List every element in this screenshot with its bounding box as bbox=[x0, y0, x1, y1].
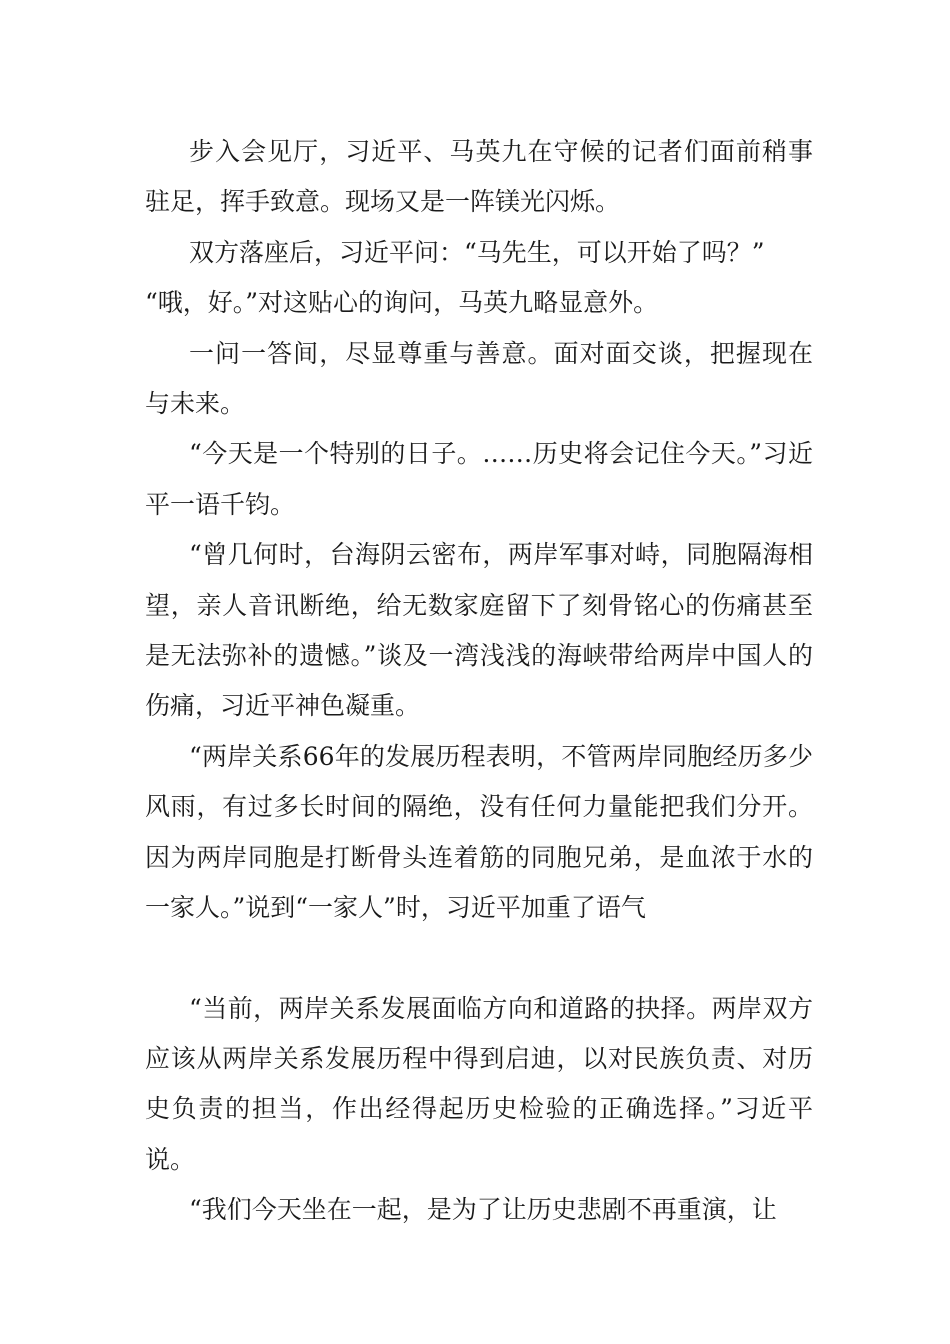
article-body bbox=[145, 127, 813, 1236]
paragraph-3: “哦，好。”对这贴心的询问，马英九略显意外。 bbox=[145, 288, 659, 318]
paragraph-4: 一问一答间，尽显尊重与善意。面对面交谈，把握现在与未来。 bbox=[145, 338, 813, 419]
paragraph-8: “当前，两岸关系发展面临方向和道路的抉择。两岸双方应该从两岸关系发展历程中得到启迪，以对民族负责、对历史负责的担当，作出经得起历史检验的正确选择。”习近平说。 bbox=[145, 993, 813, 1174]
paragraph-5: “今天是一个特别的日子。……历史将会记住今天。”习近平一语千钧。 bbox=[145, 439, 813, 519]
paragraph-2: 双方落座后，习近平问：“马先生，可以开始了吗？” bbox=[189, 237, 765, 267]
paragraph-9: “我们今天坐在一起，是为了让历史悲剧不再重演，让 bbox=[189, 1195, 777, 1225]
paragraph-gap bbox=[145, 934, 813, 984]
paragraph-7: “两岸关系66年的发展历程表明，不管两岸同胞经历多少风雨，有过多长时间的隔绝，没有任何力量能把我们分开。因为两岸同胞是打断骨头连着筋的同胞兄弟，是血浓于水的一家人。”说到“一家人”时，习近平加重了语气 bbox=[145, 741, 813, 923]
paragraph-6: “曾几何时，台海阴云密布，两岸军事对峙，同胞隔海相望，亲人音讯断绝，给无数家庭留下了刻骨铭心的伤痛甚至是无法弥补的遗憾。”谈及一湾浅浅的海峡带给两岸中国人的伤痛，习近平神色凝重。 bbox=[145, 540, 813, 721]
paragraph-1: 步入会见厅，习近平、马英九在守候的记者们面前稍事驻足，挥手致意。现场又是一阵镁光闪烁。 bbox=[145, 137, 813, 217]
